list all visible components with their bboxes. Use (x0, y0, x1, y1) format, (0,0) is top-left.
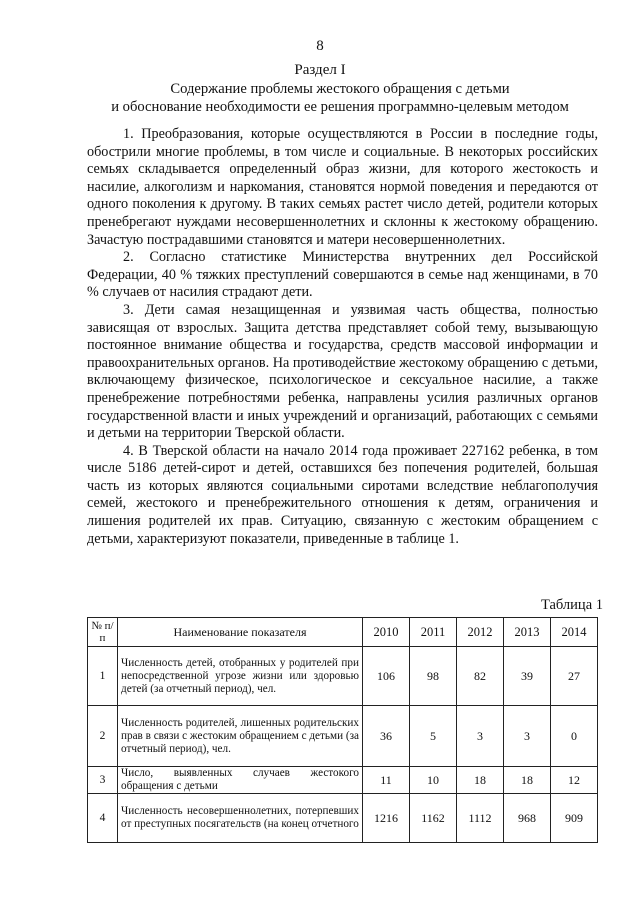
page-number: 8 (316, 38, 324, 54)
cell-value: 82 (457, 647, 504, 706)
table-row (88, 767, 598, 794)
cell-value: 39 (504, 647, 551, 706)
table-row (88, 647, 598, 706)
row-name: Численность детей, отобранных у родителей при непосредственной угрозе жизни или здоровью детей (за отчетный период), чел. (118, 647, 363, 706)
cell-value: 98 (410, 647, 457, 706)
table-caption: Таблица 1 (540, 597, 603, 613)
row-name: Численность родителей, лишенных родительских прав в связи с жестоким обращением с детьми (за отчетный период), чел. (118, 706, 363, 767)
cell-value: 3 (504, 706, 551, 767)
row-name: Число, выявленных случаев жестокого обращения с детьми (118, 767, 363, 794)
cell-value: 909 (551, 794, 598, 843)
indicators-table (87, 617, 598, 843)
cell-value: 27 (551, 647, 598, 706)
header-num: № п/п (88, 618, 118, 647)
cell-value: 1112 (457, 794, 504, 843)
cell-value: 0 (551, 706, 598, 767)
header-year: 2010 (363, 618, 410, 647)
cell-value: 10 (410, 767, 457, 794)
cell-value: 18 (457, 767, 504, 794)
paragraph: 3. Дети самая незащищенная и уязвимая часть общества, полностью зависящая от взрослых. Защита детства представляет собой тему, вызывающую постоянное внимание общества и государства, средств массовой информации и правоохранительных органов. На противодействие жестокому обращению с детьми, включающему физическое, психологическое и сексуальное насилие, а также пренебрежение потребностями ребенка, направлены усилия различных органов государственной власти и иных учреждений и организаций, работающих с семьями и детьми на территории Тверской области. (87, 301, 598, 442)
cell-value: 106 (363, 647, 410, 706)
header-name: Наименование показателя (118, 618, 363, 647)
paragraph: 2. Согласно статистике Министерства внутренних дел Российской Федерации, 40 % тяжких преступлений совершаются в семье над женщинами, в 70 % случаев от насилия страдают дети. (87, 249, 598, 301)
body-text (87, 126, 598, 548)
header-year: 2013 (504, 618, 551, 647)
section-label: Раздел I (294, 62, 346, 78)
cell-value: 1162 (410, 794, 457, 843)
row-name: Численность несовершеннолетних, потерпевших от преступных посягательств (на конец отчетного (118, 794, 363, 843)
cell-value: 5 (410, 706, 457, 767)
table-row (88, 706, 598, 767)
header-year: 2012 (457, 618, 504, 647)
section-title-line: и обоснование необходимости ее решения программно-целевым методом (111, 99, 569, 115)
cell-value: 1216 (363, 794, 410, 843)
paragraph: 1. Преобразования, которые осуществляются в России в последние годы, обострили многие проблемы, в том числе и социальные. В некоторых российских семьях складывается определенный образ жизни, для которого жестокость и насилие, алкоголизм и наркомания, становятся нормой поведения и передаются от одного поколения к другому. В таких семьях растет число детей, родители которых пренебрегают нуждами несовершеннолетних и склонны к жестокому обращению. Зачастую пострадавшими становятся и матери несовершеннолетних. (87, 126, 598, 248)
cell-value: 968 (504, 794, 551, 843)
row-num: 4 (88, 794, 118, 843)
cell-value: 11 (363, 767, 410, 794)
paragraph: 4. В Тверской области на начало 2014 года проживает 227162 ребенка, в том числе 5186 детей-сирот и детей, оставшихся без попечения родителей, большая часть из которых являются социальными сиротами вследствие неблагополучия семей, жестокого и пренебрежительного отношения к детям, ограничения и лишения родителей их прав. Ситуацию, связанную с жестоким обращением с детьми, характеризуют показатели, приведенные в таблице 1. (87, 442, 598, 547)
section-title (70, 80, 610, 116)
table-header-row (88, 618, 598, 647)
cell-value: 18 (504, 767, 551, 794)
section-title-line: Содержание проблемы жестокого обращения с детьми (170, 81, 510, 97)
row-num: 1 (88, 647, 118, 706)
header-year: 2011 (410, 618, 457, 647)
table-row (88, 794, 598, 843)
cell-value: 12 (551, 767, 598, 794)
header-year: 2014 (551, 618, 598, 647)
row-num: 2 (88, 706, 118, 767)
cell-value: 3 (457, 706, 504, 767)
row-num: 3 (88, 767, 118, 794)
cell-value: 36 (363, 706, 410, 767)
